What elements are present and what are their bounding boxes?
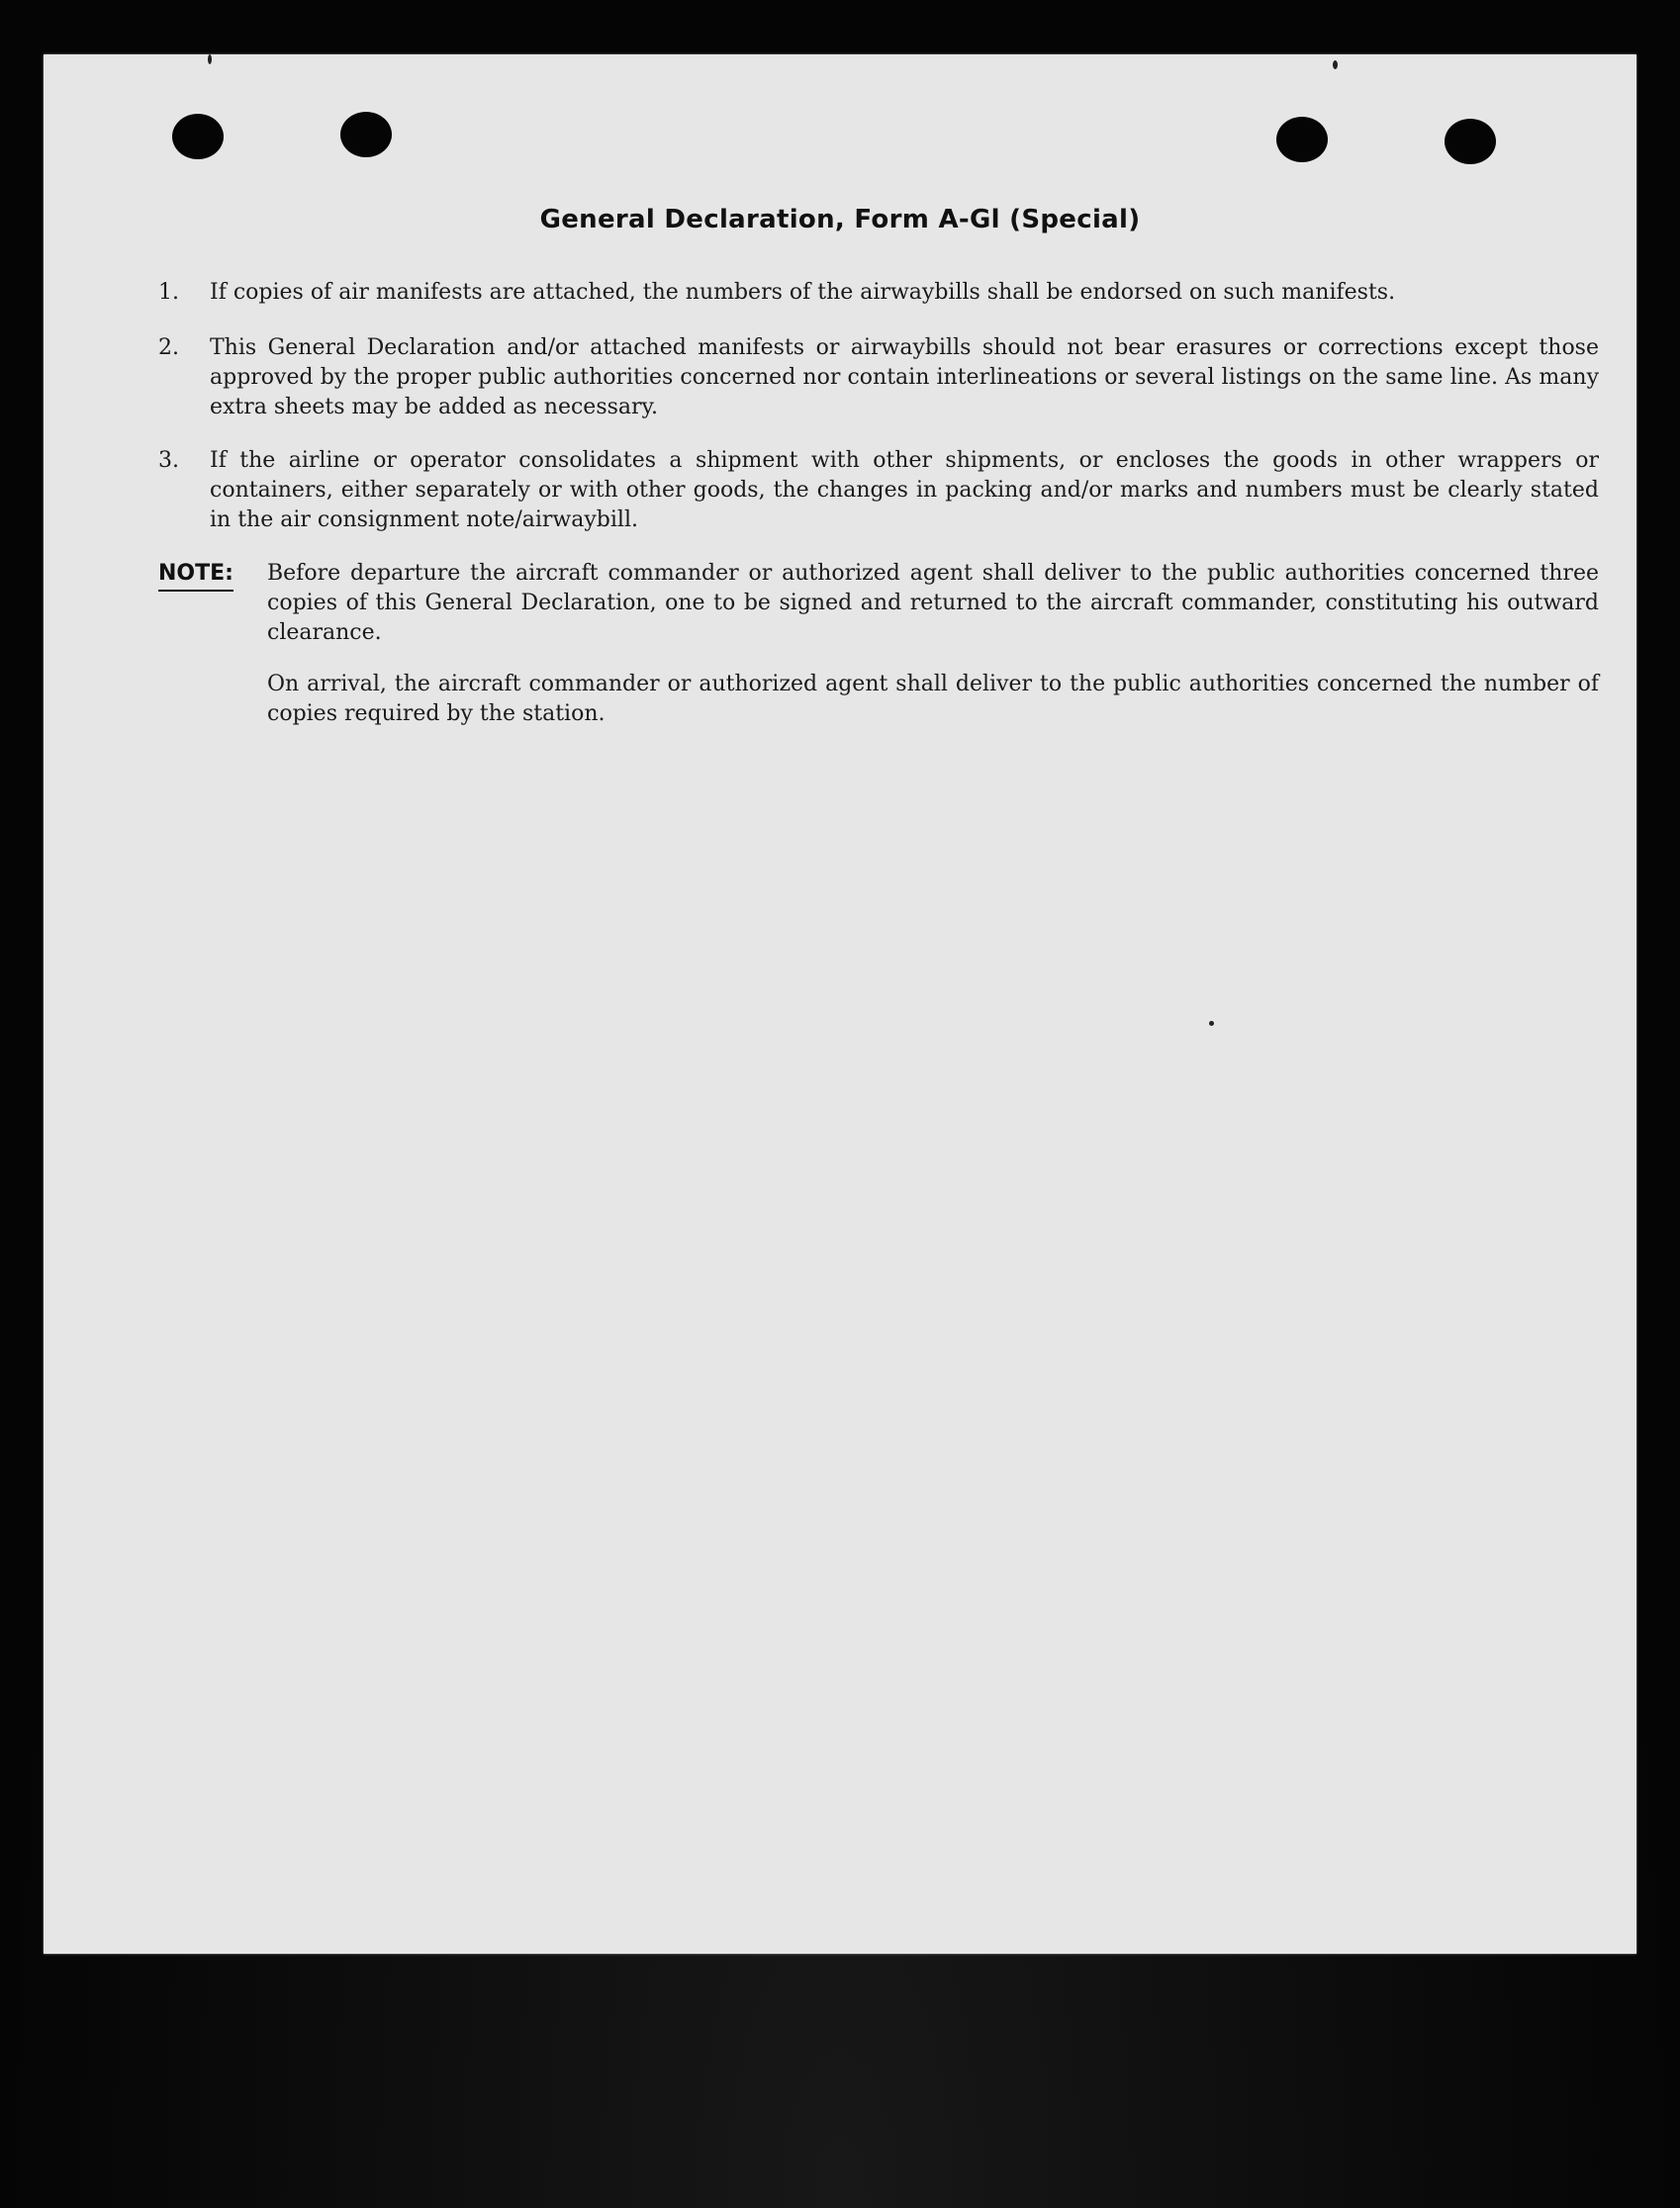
punch-hole-left-2 <box>340 112 392 157</box>
list-item-number: 1. <box>158 280 179 305</box>
punch-hole-right-1 <box>1276 117 1328 162</box>
list-item-2 <box>158 333 1599 424</box>
list-item-number: 2. <box>158 335 179 360</box>
speck-mark <box>1209 1021 1214 1026</box>
list-item-text: If copies of air manifests are attached, the numbers of the airwaybills shall be endorsed on such manifests. <box>210 280 1396 305</box>
speck-mark <box>208 54 212 64</box>
list-item-text: This General Declaration and/or attached manifests or airwaybills should not bear erasures or corrections except those approved by the proper public authorities concerned nor contain interlineations or several listings on the same line. As many extra sheets may be added as necessary. <box>210 335 1599 419</box>
punch-hole-left-1 <box>172 114 224 159</box>
list-item-number: 3. <box>158 448 179 473</box>
note-paragraph-1: Before departure the aircraft commander or authorized agent shall deliver to the public authorities concerned three copies of this General Declaration, one to be signed and returned to the aircraft commander, constituting his outward clearance. <box>267 561 1599 645</box>
document-title: General Declaration, Form A-Gl (Special) <box>539 205 1141 234</box>
document-page <box>44 54 1636 1954</box>
list-item-text: If the airline or operator consolidates a shipment with other shipments, or encloses the goods in other wrappers or containers, either separately or with other goods, the changes in packing and/or marks and numbers must be clearly stated in the air consignment note/airwaybill. <box>210 448 1599 532</box>
punch-hole-right-2 <box>1445 119 1496 164</box>
note-label: NOTE: <box>158 559 233 592</box>
speck-mark <box>1333 60 1338 69</box>
list-item-3 <box>158 446 1599 537</box>
note-paragraph-2: On arrival, the aircraft commander or authorized agent shall deliver to the public authorities concerned the number of copies required by the station. <box>267 672 1599 726</box>
list-item-1 <box>158 278 1599 310</box>
